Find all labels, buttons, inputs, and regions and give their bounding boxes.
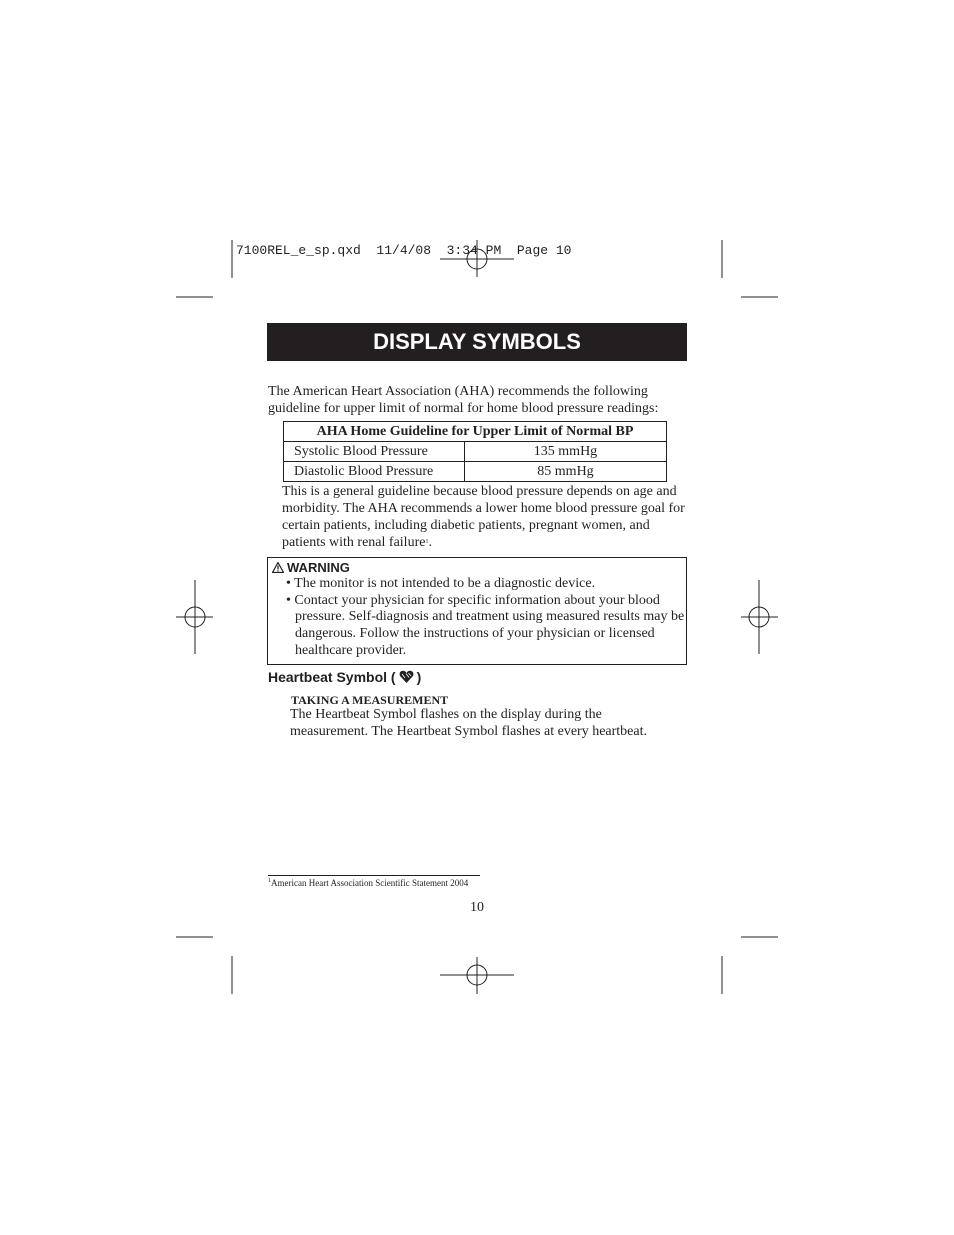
warning-heading <box>272 560 350 575</box>
crop-mark-top-right <box>722 240 778 297</box>
table-cell-label: Systolic Blood Pressure <box>284 442 465 462</box>
registration-mark-bottom <box>440 957 514 994</box>
heartbeat-section-title <box>268 669 421 685</box>
heartbeat-title-start: Heartbeat Symbol ( <box>268 669 396 685</box>
warning-triangle-icon <box>272 562 284 573</box>
table-header: AHA Home Guideline for Upper Limit of Normal BP <box>284 422 667 442</box>
table-row <box>284 462 667 482</box>
footnote-ref: 1 <box>425 539 429 545</box>
measurement-paragraph: The Heartbeat Symbol flashes on the display during the measurement. The Heartbeat Symbol flashes at every heartbeat. <box>290 707 647 739</box>
crop-mark-bottom-right <box>722 937 778 994</box>
guideline-note <box>282 483 687 551</box>
heart-icon <box>399 670 414 684</box>
note-text: This is a general guideline because blood pressure depends on age and morbidity. The AHA recommends a lower home blood pressure goal for certain patients, including diabetic patients, pregnant women, and patients with renal failure <box>282 484 685 550</box>
registration-mark-left <box>176 580 213 654</box>
guideline-table <box>283 421 667 482</box>
warning-list <box>286 576 686 660</box>
footnote-number: 1 <box>268 878 271 884</box>
heartbeat-title-end: ) <box>416 669 422 685</box>
list-item: • Contact your physician for specific information about your blood pressure. Self-diagnosis and treatment using measured results may be dangerous. Follow the instructions of your physician or licensed healthcare provider. <box>286 592 685 658</box>
footnote-divider <box>268 875 480 876</box>
table-header-row <box>284 422 667 442</box>
warning-box <box>267 557 687 665</box>
table-cell-value: 135 mmHg <box>465 442 667 462</box>
footnote-text: American Heart Association Scientific Statement 2004 <box>271 878 469 888</box>
measurement-subheading: TAKING A MEASUREMENT <box>291 693 449 707</box>
page-title: DISPLAY SYMBOLS <box>267 323 687 361</box>
list-item-text: The monitor is not intended to be a diagnostic device. <box>294 576 596 591</box>
list-item-text: Contact your physician for specific information about your blood pressure. Self-diagnosis and treatment using measured results may be dangerous. Follow the instructions of your physician or licensed healthcare provider. <box>294 592 685 658</box>
print-slug: 7100REL_e_sp.qxd 11/4/08 3:34 PM Page 10 <box>236 243 572 258</box>
intro-paragraph: The American Heart Association (AHA) recommends the following guideline for upper limit of normal for home blood pressure readings: <box>268 384 659 416</box>
table-cell-label: Diastolic Blood Pressure <box>284 462 465 482</box>
registration-mark-right <box>741 580 778 654</box>
note-end: . <box>428 535 432 550</box>
warning-label: WARNING <box>287 560 350 575</box>
table-row <box>284 442 667 462</box>
table-cell-value: 85 mmHg <box>465 462 667 482</box>
page-number: 10 <box>470 900 484 915</box>
crop-mark-bottom-left <box>176 937 232 994</box>
footnote <box>268 878 468 888</box>
list-item: • The monitor is not intended to be a diagnostic device. <box>286 576 596 591</box>
crop-mark-top-left <box>176 240 232 297</box>
